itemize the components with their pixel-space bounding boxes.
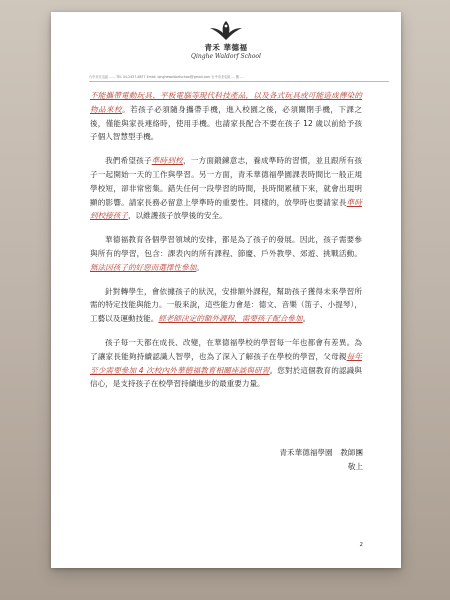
text-segment: 。您對於這個教育的認識與信心，是支持孩子在校學習持續進步的最重要力量。 xyxy=(90,365,362,389)
text-segment: 華德福教育各個學習領域的安排，都是為了孩子的發展。因此，孩子需要參與所有的學習，包含：課表內的所有課程、節慶、戶外教學、郊遊、挑戰活動。 xyxy=(90,235,362,258)
emphasized-text: 每年至少需要參加 4 次校內外華德福教育相關座談與研習 xyxy=(90,351,363,375)
school-logo xyxy=(51,20,401,60)
emphasized-text: 準時到校接孩子 xyxy=(90,197,363,221)
letter-body xyxy=(90,89,362,401)
paragraph-3 xyxy=(90,233,362,274)
signature-closing: 敬上 xyxy=(347,461,363,471)
emphasized-text: 無法因孩子的好惡而選擇性參加 xyxy=(90,262,197,272)
page-number: 2 xyxy=(359,542,363,548)
text-segment: ，以維護孩子放學後的安全。 xyxy=(127,211,227,221)
paragraph-2 xyxy=(90,154,362,223)
text-segment: 。若孩子必須隨身攜帶手機，進入校園之後，必須關閉手機，下課之後，僅能與家長連絡時，使用手機。也請家長配合不要在孩子 12 歲以前給予孩子個人智慧型手機。 xyxy=(90,104,363,142)
emphasized-text: 經老師決定的額外課程，需要孩子配合參加 xyxy=(158,314,303,324)
text-segment: 。 xyxy=(196,262,204,272)
contact-line: 台中市北屯區 ...... TEL 04-2437-6877 Email: qinghewaldorfschool@gmail.com 台中市北屯區 ... 號 ... xyxy=(89,74,389,82)
signature-org: 青禾華德福學園 教師團 xyxy=(279,448,363,457)
paragraph-1 xyxy=(90,89,362,144)
text-segment: 孩子每一天都在成長、改變，在華德福學校的學習每一年也都會有差異。為了讓家長能夠持續認識人智學，也為了深入了解孩子在學校的學習，父母親 xyxy=(90,337,362,361)
emphasized-text: 不能攜帶電動玩具、平板電腦等現代科技產品，以及各式玩具或可能造成傳染的物品來校 xyxy=(90,91,362,114)
text-segment: ，一方面鍛鍊意志，養成準時的習慣，並且跟所有孩子一起開始一天的工作與學習。另一方面，青禾華德福學園課表時間比一般正規學校短，卻非常密集。錯失任何一段學習的時間，長時間累積下來，就會出現明顯的影響。請家長務必留意上學準時的重要性。同樣的，放學時也要請家長 xyxy=(90,156,363,207)
school-name: 青禾 華德福 xyxy=(204,43,248,52)
paragraph-4 xyxy=(90,285,362,326)
emphasized-text: 準時到校 xyxy=(151,156,183,166)
text-segment: 。 xyxy=(302,314,311,324)
signature-block xyxy=(279,446,363,474)
text-segment: 針對轉學生，會依據孩子的狀況，安排額外課程，幫助孩子獲得未來學習所需的特定技能與能力。一般來說，這些能力會是：德文、音樂（笛子、小提琴），工藝以及運動技能。 xyxy=(90,286,362,324)
text-segment: 我們希望孩子 xyxy=(105,156,152,166)
paragraph-5 xyxy=(90,336,362,391)
bird-emblem-icon xyxy=(207,20,245,42)
document-page xyxy=(51,12,401,568)
school-name-english: Qinghe Waldorf School xyxy=(191,53,261,60)
